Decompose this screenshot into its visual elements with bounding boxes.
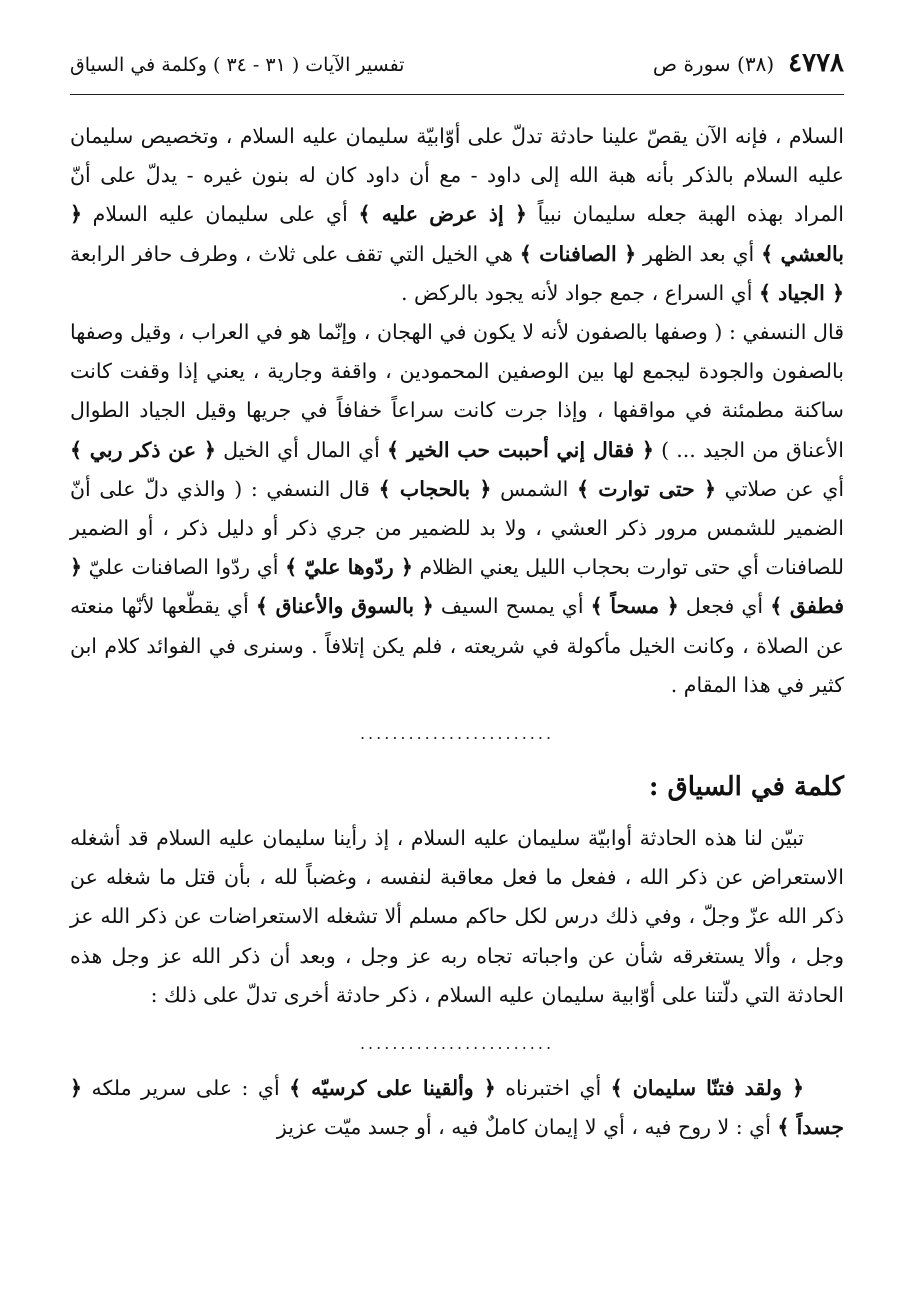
commentary-text: هي الخيل التي تقف على ثلاث ، وطرف حافر الرابعة — [70, 241, 520, 266]
quran-phrase: ﴿ ولقد فتنّا سليمان ﴾ — [610, 1076, 804, 1101]
quran-phrase: ﴿ مسحاً ﴾ — [590, 594, 679, 619]
commentary-text: أي عن صلاتي — [716, 476, 845, 501]
commentary-text: الشمس — [491, 476, 577, 501]
commentary-text: أي : لا روح فيه ، أي لا إيمان كاملٌ فيه ، أو جسد ميّت عزيز — [276, 1115, 778, 1140]
quran-phrase: ﴿ الصافنات ﴾ — [519, 241, 637, 266]
commentary-text: أي اختبرناه — [495, 1076, 611, 1101]
quran-phrase: ﴿ عن ذكر ربي ﴾ — [70, 437, 216, 462]
commentary-text: أي يمسح السيف — [433, 594, 591, 619]
tafsir-paragraph-1 — [70, 117, 844, 313]
commentary-text: أي فجعل — [678, 594, 771, 619]
quran-phrase: ﴿ فطفق ﴾ — [70, 555, 845, 619]
commentary-text: أي المال أي الخيل — [215, 437, 388, 462]
page-number: ٤٧٧٨ — [788, 48, 844, 78]
commentary-text: قال النسفي : ( وصفها بالصفون لأنه لا يكون في الهجان ، وإنّما هو في العراب ، وقيل وصفها بالصفون والجودة ليجمع لها بين الوصفين المحمودين ، واقفة وجارية ، يعني إذا وقفت كانت ساكنة مطمئنة في مواقفها ، وإذا جرت كانت سراعاً خفافاً في جريها وقيل الجياد الطوال الأعناق من الجيد ... ) — [70, 320, 844, 462]
quran-phrase: ﴿ جسداً ﴾ — [70, 1076, 844, 1140]
context-paragraph: تبيّن لنا هذه الحادثة أوابيّة سليمان عليه السلام ، إذ رأينا سليمان عليه السلام قد أشغله الاستعراض عن ذكر الله ، ففعل ما فعل معاقبة لنفسه ، وغضباً لله ، بأن قتل ما شغله عن ذكر الله عزّ وجلّ ، وفي ذلك درس لكل حاكم مسلم ألا تشغله الاستعراضات عن ذكر الله عز وجل ، وألا يستغرقه شأن عن واجباته تجاه ربه عز وجل ، وبعد أن ذكر الله عز وجل هذه الحادثة التي دلّتنا على أوّابية سليمان عليه السلام ، ذكر حادثة أخرى تدلّ على ذلك : — [70, 826, 844, 1007]
quran-phrase: ﴿ ردّوها عليّ ﴾ — [285, 555, 413, 580]
quran-phrase: ﴿ بالحجاب ﴾ — [378, 476, 492, 501]
commentary-text: أي بعد الظهر — [636, 241, 762, 266]
commentary-text: أي يقطّعها لأنّها منعته عن الصلاة ، وكانت الخيل مأكولة في شريعته ، فلم يكن إتلافاً . وسنرى في الفوائد كلام ابن كثير في هذا المقام . — [70, 594, 844, 697]
commentary-text: قال النسفي : ( والذي دلّ على أنّ الضمير للشمس مرور ذكر العشي ، ولا بد للضمير من جري ذكر أو دليل ذكر ، أو الضمير للصافنات أي حتى توارت بحجاب الليل يعني الظلام — [70, 476, 844, 580]
running-header — [70, 48, 844, 95]
commentary-text: أي على سليمان عليه السلام — [82, 202, 359, 227]
quran-phrase: ﴿ الجياد ﴾ — [758, 280, 844, 305]
quran-phrase: ﴿ فقال إني أحببت حب الخير ﴾ — [387, 437, 654, 462]
commentary-text: أي : على سرير ملكه — [82, 1076, 290, 1101]
separator-dots: ........................ — [359, 1034, 555, 1054]
section-title: كلمة في السياق : — [648, 772, 844, 803]
final-paragraph — [70, 1069, 844, 1147]
quran-phrase: ﴿ بالعشي ﴾ — [70, 202, 844, 266]
commentary-text: أي ردّوا الصافنات عليّ — [82, 555, 286, 580]
separator-dots: ........................ — [359, 724, 555, 744]
body-text — [70, 117, 844, 1147]
commentary-text: أي السراع ، جمع جواد لأنه يجود بالركض . — [401, 280, 759, 305]
book-page — [70, 48, 844, 1147]
header-right — [653, 48, 844, 78]
section-label: تفسير الآيات ( ٣١ - ٣٤ ) وكلمة في السياق — [70, 54, 405, 76]
quran-phrase: ﴿ بالسوق والأعناق ﴾ — [255, 594, 434, 619]
surah-label: (٣٨) سورة ص — [652, 52, 775, 76]
tafsir-paragraph-2 — [70, 313, 844, 705]
commentary-text: السلام ، فإنه الآن يقصّ علينا حادثة تدلّ على أوّابيّة سليمان عليه السلام ، وتخصيص سليمان عليه السلام بالذكر بأنه هبة الله إلى داود - مع أن داود كان له بنون غيره - يدلّ على أنّ المراد بهذه الهبة جعله سليمان نبياً — [70, 124, 844, 227]
quran-phrase: ﴿ إذ عرض عليه ﴾ — [358, 202, 527, 227]
quran-phrase: ﴿ حتى توارت ﴾ — [576, 476, 716, 501]
quran-phrase: ﴿ وألقينا على كرسيّه ﴾ — [289, 1076, 496, 1101]
